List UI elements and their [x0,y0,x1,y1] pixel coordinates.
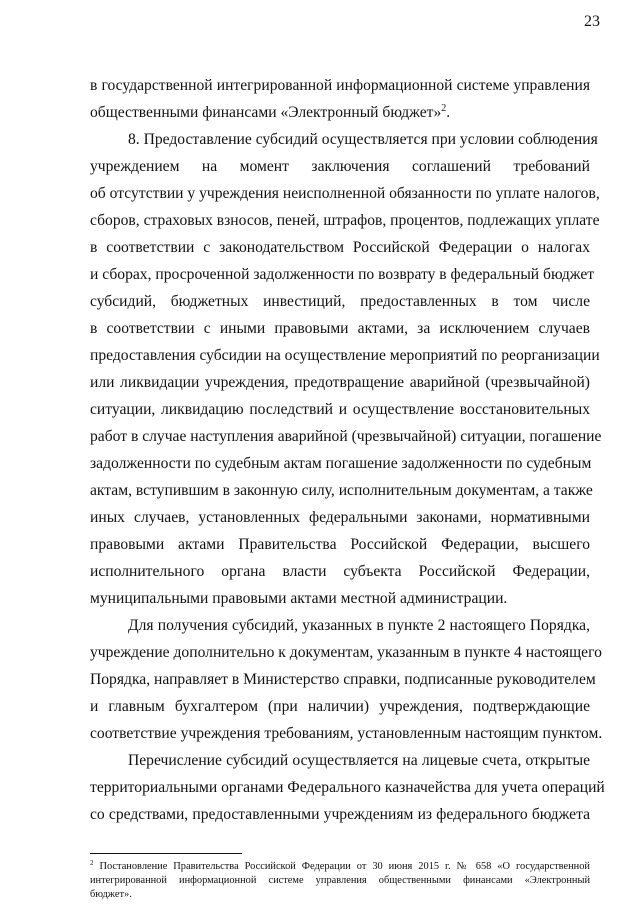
footnote-marker: 2 [90,859,94,867]
body-line: территориальными органами Федерального казначейства для учета операций [90,779,605,796]
body-line: соответствие учреждения требованиям, установленным настоящим пунктом. [90,725,603,742]
body-line: Перечисление субсидий осуществляется на лицевые счета, открытые [128,752,590,769]
body-line: или ликвидации учреждения, предотвращение аварийной (чрезвычайной) [90,374,590,391]
body-line: правовыми актами Правительства Российской Федерации, высшего [90,536,590,553]
body-line: работ в случае наступления аварийной (чрезвычайной) ситуации, погашение [90,428,602,445]
body-line: со средствами, предоставленными учреждениям из федерального бюджета [90,806,590,823]
body-line: учреждение дополнительно к документам, указанным в пункте 4 настоящего [90,644,602,661]
body-line: в соответствии с законодательством Российской Федерации о налогах [90,239,590,256]
body-line: муниципальными правовыми актами местной администрации. [90,590,508,607]
body-line: Порядка, направляет в Министерство справки, подписанные руководителем [90,671,596,688]
body-line: исполнительного органа власти субъекта Российской Федерации, [90,563,590,580]
body-line: ситуации, ликвидацию последствий и осуществление восстановительных [90,401,590,418]
body-line: задолженности по судебным актам погашение задолженности по судебным [90,455,592,472]
footnote-line: интегрированной информационной системе управления общественными финансами «Электронный [90,875,590,886]
body-line: Для получения субсидий, указанных в пункте 2 настоящего Порядка, [128,617,590,634]
body-line-text: общественными финансами «Электронный бюджет» [90,104,442,121]
page-number: 23 [584,13,600,30]
body-line: об отсутствии у учреждения неисполненной обязанности по уплате налогов, [90,185,600,202]
body-line: сборов, страховых взносов, пеней, штрафов, процентов, подлежащих уплате [90,212,600,229]
body-line: учреждением на момент заключения соглашений требований [90,158,590,175]
body-line: и сборах, просроченной задолженности по возврату в федеральный бюджет [90,266,595,283]
body-line: актам, вступившим в законную силу, исполнительным документам, а также [90,482,593,499]
body-line: и главным бухгалтером (при наличии) учреждения, подтверждающие [90,698,590,715]
footnote-reference: 2 [441,103,447,114]
body-line: субсидий, бюджетных инвестиций, предоставленных в том числе [90,293,590,310]
body-line: в государственной интегрированной информационной системе управления [90,77,590,94]
footnote-text: Постановление Правительства Российской Федерации от 30 июня 2015 г. № 658 «О государственной [99,861,590,872]
body-line: предоставления субсидии на осуществление мероприятий по реорганизации [90,347,600,364]
body-line: в соответствии с иными правовыми актами, за исключением случаев [90,320,590,337]
body-line: 8. Предоставление субсидий осуществляется при условии соблюдения [128,131,598,148]
footnote-line: бюджет». [90,889,132,900]
footnote-reference-tail: . [446,104,451,121]
body-line [90,100,590,126]
footnote-separator [90,853,242,854]
body-line: иных случаев, установленных федеральными законами, нормативными [90,509,590,526]
footnote-line [90,860,590,874]
